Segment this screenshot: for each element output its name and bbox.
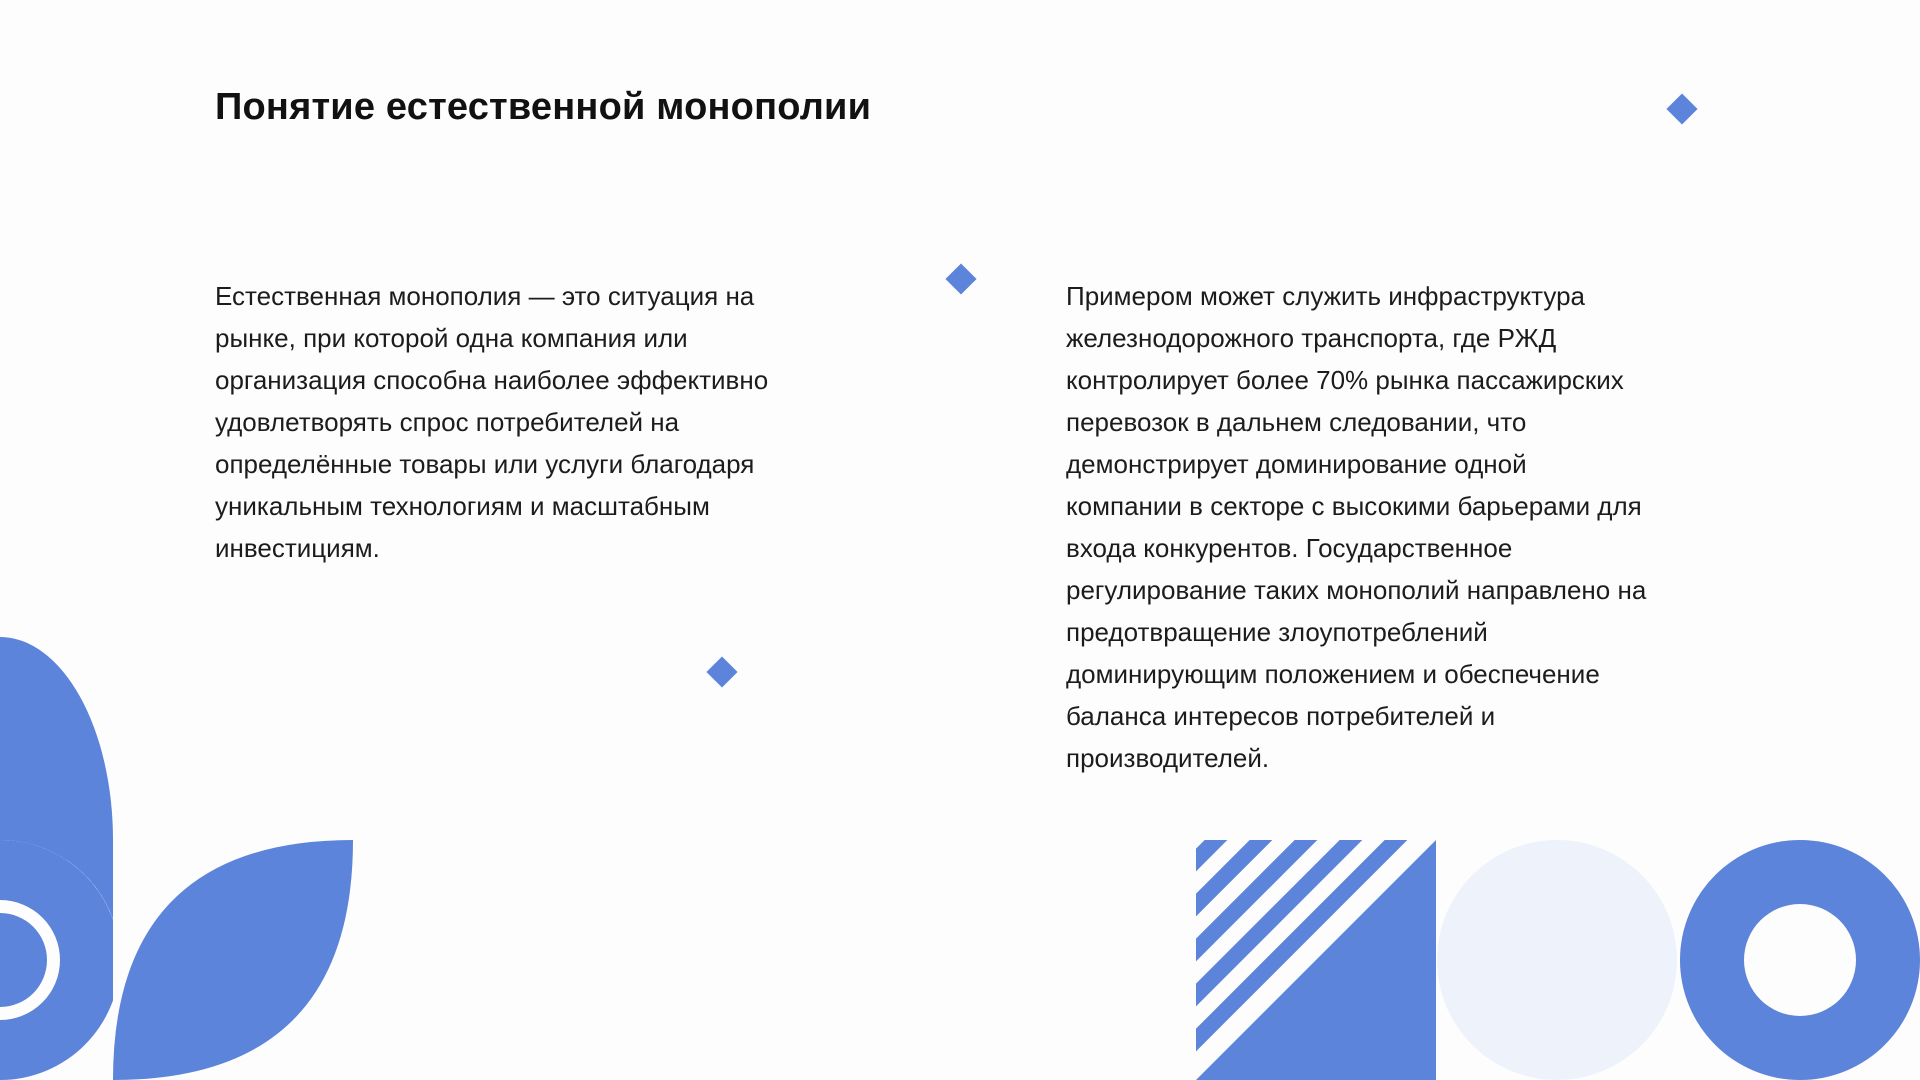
light-circle-shape (1437, 840, 1677, 1080)
text-line: удовлетворять спрос потребителей на (215, 407, 680, 437)
half-circle-shape (0, 637, 113, 840)
text-line: железнодорожного транспорта, где РЖД (1066, 323, 1557, 353)
leaf-shape (113, 840, 353, 1080)
text-line: определённые товары или услуги благодаря (215, 449, 755, 479)
text-line: производителей. (1066, 743, 1270, 773)
ring-shape (1680, 840, 1920, 1080)
text-line: перевозок в дальнем следовании, что (1066, 407, 1527, 437)
slide-title: Понятие естественной монополии (215, 86, 872, 128)
text-line: Естественная монополия — это ситуация на (215, 281, 755, 311)
text-line: рынке, при которой одна компания или (215, 323, 688, 353)
striped-triangle-shape (1176, 820, 1436, 1080)
text-line: регулирование таких монополий направлено на (1066, 575, 1647, 605)
text-line: организация способна наиболее эффективно (215, 365, 769, 395)
text-line: баланса интересов потребителей и (1066, 701, 1496, 731)
text-line: предотвращение злоупотреблений (1066, 617, 1488, 647)
text-line: компании в секторе с высокими барьерами для (1066, 491, 1642, 521)
text-line: Примером может служить инфраструктура (1066, 281, 1586, 311)
text-line: демонстрирует доминирование одной (1066, 449, 1527, 479)
text-line: контролирует более 70% рынка пассажирских (1066, 365, 1624, 395)
text-line: доминирующим положением и обеспечение (1066, 659, 1600, 689)
text-line: уникальным технологиям и масштабным (215, 491, 710, 521)
text-line: инвестициям. (215, 533, 380, 563)
text-line: входа конкурентов. Государственное (1066, 533, 1513, 563)
